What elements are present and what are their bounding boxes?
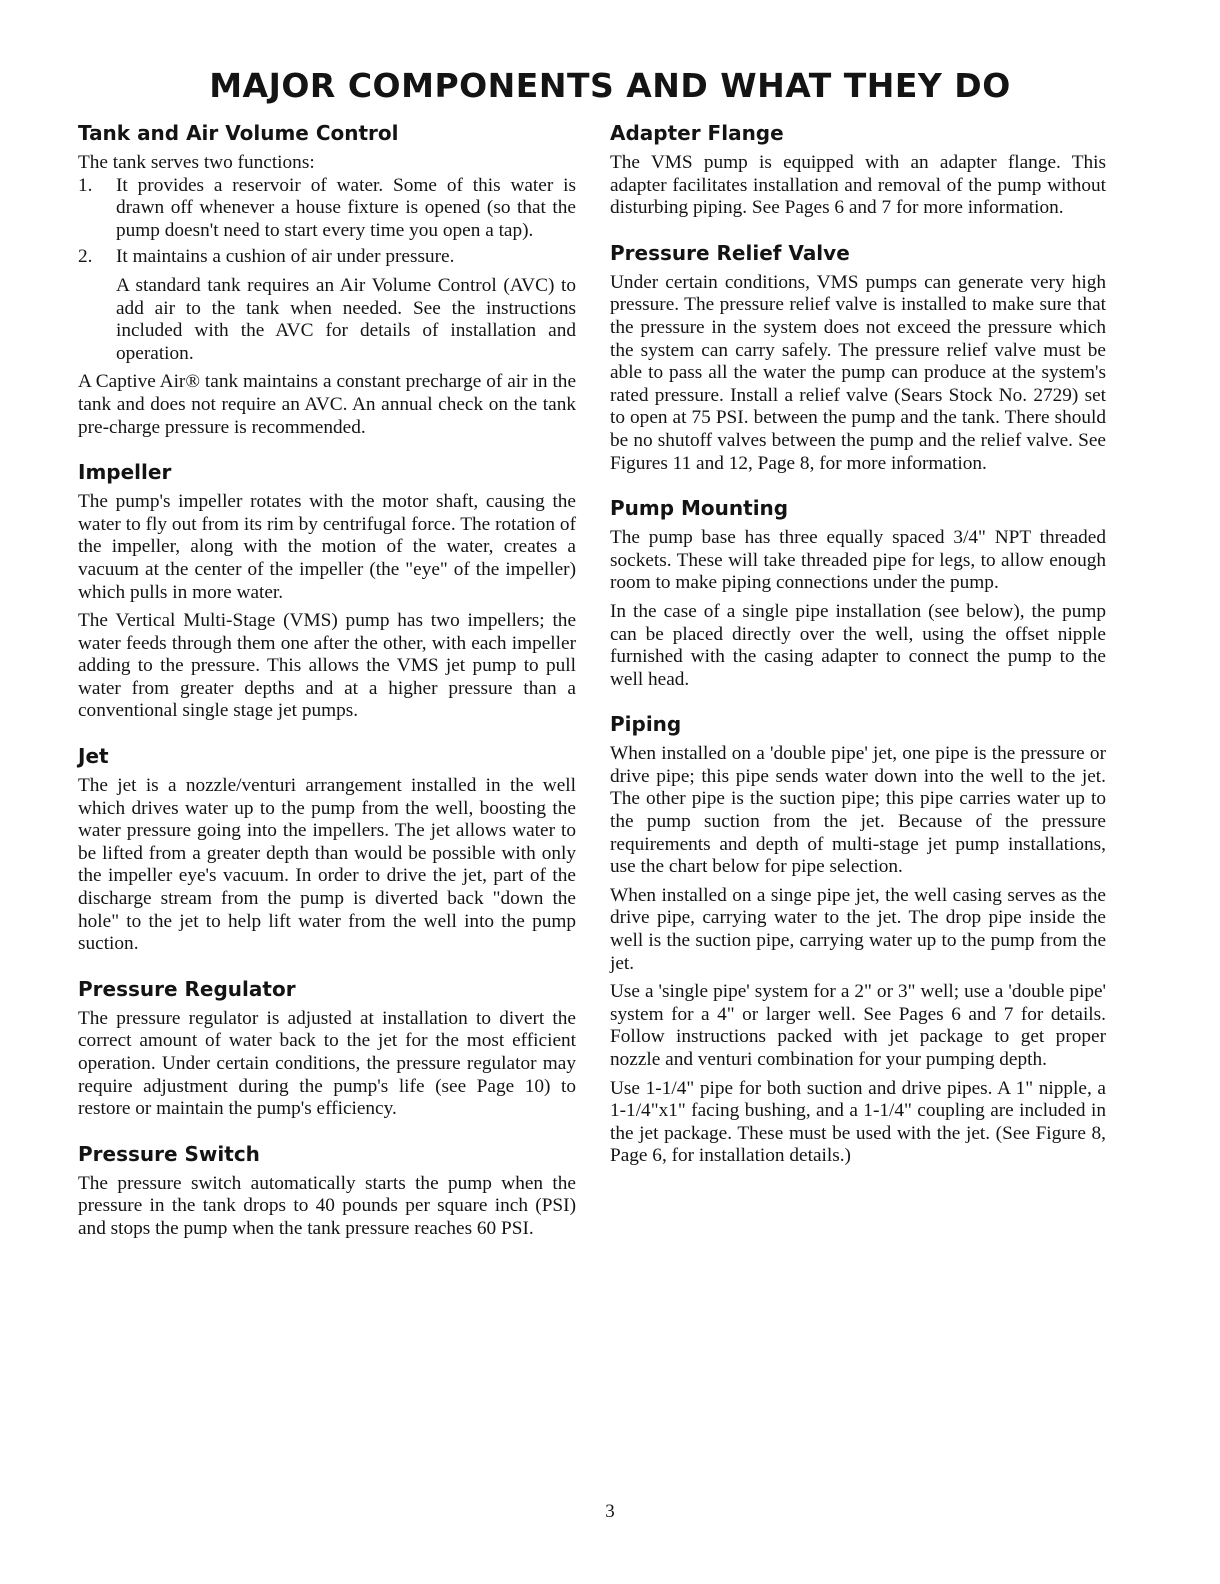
piping-paragraph-1: When installed on a 'double pipe' jet, one pipe is the pressure or drive pipe; this pipe sends water down into the well to the jet. The other pipe is the suction pipe; this pipe carries water up to the pump suction from the jet. Because of the pressure requirements and depth of multi-stage jet pump installations, use the chart below for pipe selection. — [610, 743, 1106, 878]
tank-functions-list — [78, 175, 576, 269]
section-pressure-switch — [78, 1141, 576, 1241]
list-number: 2. — [78, 246, 93, 268]
list-item — [78, 175, 576, 243]
heading-pressure-switch: Pressure Switch — [78, 1141, 260, 1166]
list-item — [78, 246, 576, 269]
piping-paragraph-2: When installed on a singe pipe jet, the well casing serves as the drive pipe, carrying water to the jet. The drop pipe inside the well is the suction pipe, carrying water up to the pump from the jet. — [610, 884, 1106, 974]
page-number: 3 — [605, 1501, 615, 1522]
mounting-paragraph-1: The pump base has three equally spaced 3/4" NPT threaded sockets. These will take threaded pipe for legs, to allow enough room to make piping connections under the pump. — [610, 527, 1106, 594]
jet-paragraph: The jet is a nozzle/venturi arrangement installed in the well which drives water up to the pump from the well, boosting the water pressure going into the impellers. The jet allows water to be lifted from a greater depth than would be possible with only the impeller eye's vacuum. In order to drive the jet, part of the discharge stream from the pump is diverted back "down the hole" to the jet to help lift water from the well into the pump suction. — [78, 775, 576, 955]
regulator-paragraph: The pressure regulator is adjusted at installation to divert the correct amount of water back to the jet for the most efficient operation. Under certain conditions, the pressure regulator may require adjustment during the pump's life (see Page 10) to restore or maintain the pump's efficiency. — [78, 1007, 576, 1120]
heading-pump-mounting: Pump Mounting — [610, 496, 789, 521]
tank-captive-air-paragraph: A Captive Air® tank maintains a constant precharge of air in the tank and does not require an AVC. An annual check on the tank pre-charge pressure is recommended. — [78, 371, 576, 438]
section-pressure-relief-valve — [610, 240, 1106, 475]
list-text: It maintains a cushion of air under pressure. — [116, 246, 455, 268]
heading-pressure-relief-valve: Pressure Relief Valve — [610, 240, 850, 265]
section-tank — [78, 120, 576, 439]
section-adapter-flange — [610, 120, 1106, 220]
right-column — [610, 120, 1106, 1188]
heading-jet: Jet — [78, 744, 109, 769]
section-pressure-regulator — [78, 976, 576, 1121]
list-text: It provides a reservoir of water. Some of this water is drawn off whenever a house fixture is opened (so that the pump doesn't need to start every time you open a tap). — [116, 174, 576, 241]
list-number: 1. — [78, 174, 93, 196]
heading-adapter-flange: Adapter Flange — [610, 121, 784, 145]
heading-tank: Tank and Air Volume Control — [78, 121, 399, 145]
heading-pressure-regulator: Pressure Regulator — [78, 976, 296, 1001]
switch-paragraph: The pressure switch automatically starts the pump when the pressure in the tank drops to 40 pounds per square inch (PSI) and stops the pump when the tank pressure reaches 60 PSI. — [78, 1172, 576, 1239]
mounting-paragraph-2: In the case of a single pipe installation (see below), the pump can be placed directly over the well, using the offset nipple furnished with the casing adapter to connect the pump to the well head. — [610, 600, 1106, 690]
flange-paragraph: The VMS pump is equipped with an adapter flange. This adapter facilitates installation and removal of the pump without disturbing piping. See Pages 6 and 7 for more information. — [610, 152, 1106, 219]
page-title: MAJOR COMPONENTS AND WHAT THEY DO — [209, 66, 1011, 105]
section-impeller — [78, 459, 576, 723]
tank-intro: The tank serves two functions: — [78, 152, 315, 173]
left-column — [78, 120, 576, 1261]
relief-paragraph: Under certain conditions, VMS pumps can generate very high pressure. The pressure relief valve is installed to make sure that the pressure in the system does not exceed the pressure which the system can carry safely. The pressure relief valve must be able to pass all the water the pump can produce at the system's rated pressure. Install a relief valve (Sears Stock No. 2729) set to open at 75 PSI. between the pump and the tank. There should be no shutoff valves between the pump and the relief valve. See Figures 11 and 12, Page 8, for more information. — [610, 271, 1106, 474]
heading-impeller: Impeller — [78, 460, 172, 485]
tank-avc-paragraph: A standard tank requires an Air Volume Control (AVC) to add air to the tank when needed. See the instructions included with the AVC for details of installation and operation. — [116, 274, 576, 364]
heading-piping: Piping — [610, 712, 682, 737]
piping-paragraph-3: Use a 'single pipe' system for a 2" or 3" well; use a 'double pipe' system for a 4" or larger well. See Pages 6 and 7 for details. Follow instructions packed with jet package to get proper nozzle and venturi combination for your pumping depth. — [610, 981, 1106, 1070]
section-jet — [78, 743, 576, 956]
impeller-paragraph-1: The pump's impeller rotates with the motor shaft, causing the water to fly out from its rim by centrifugal force. The rotation of the impeller, along with the motion of the water, creates a vacuum at the center of the impeller (the "eye" of the impeller) which pulls in more water. — [78, 491, 576, 603]
section-piping — [610, 711, 1106, 1168]
piping-paragraph-4: Use 1-1/4" pipe for both suction and drive pipes. A 1" nipple, a 1-1/4"x1" facing bushing, and a 1-1/4" coupling are included in the jet package. These must be used with the jet. (See Figure 8, Page 6, for installation details.) — [610, 1077, 1106, 1167]
section-pump-mounting — [610, 495, 1106, 691]
impeller-paragraph-2: The Vertical Multi-Stage (VMS) pump has two impellers; the water feeds through them one after the other, with each impeller adding to the pressure. This allows the VMS jet pump to pull water from greater depths and at a higher pressure than a conventional single stage jet pumps. — [78, 610, 576, 722]
